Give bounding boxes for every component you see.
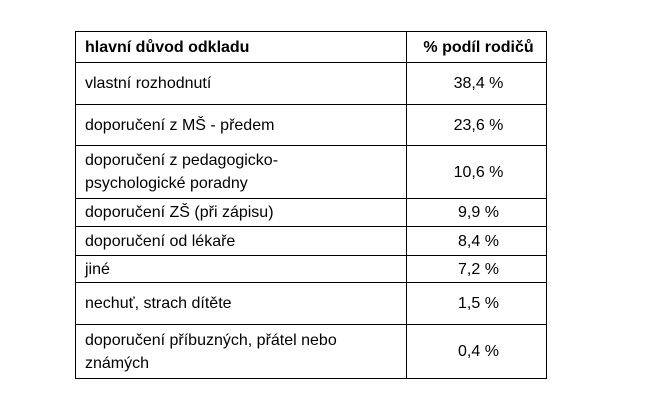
row-share: 9,9 %	[407, 199, 547, 227]
table-row	[76, 256, 547, 283]
row-share: 10,6 %	[407, 146, 547, 199]
header-share: % podíl rodičů	[407, 32, 547, 63]
row-share: 7,2 %	[407, 256, 547, 283]
row-reason: vlastní rozhodnutí	[76, 63, 407, 105]
row-reason: doporučení z MŠ - předem	[76, 105, 407, 146]
table-row	[76, 105, 547, 146]
table-row	[76, 227, 547, 256]
table-row	[76, 146, 547, 199]
row-reason: doporučení příbuzných, přátel nebo známých	[76, 325, 407, 379]
row-reason: jiné	[76, 256, 407, 283]
row-share: 38,4 %	[407, 63, 547, 105]
reasons-table	[75, 31, 547, 379]
table-header-row	[76, 32, 547, 63]
table-row	[76, 325, 547, 379]
table-row	[76, 283, 547, 325]
row-reason: doporučení z pedagogicko-psychologické poradny	[76, 146, 407, 199]
header-reason: hlavní důvod odkladu	[76, 32, 407, 63]
row-share: 23,6 %	[407, 105, 547, 146]
row-share: 8,4 %	[407, 227, 547, 256]
row-share: 1,5 %	[407, 283, 547, 325]
table-row	[76, 199, 547, 227]
row-reason: doporučení ZŠ (při zápisu)	[76, 199, 407, 227]
row-share: 0,4 %	[407, 325, 547, 379]
row-reason: nechuť, strach dítěte	[76, 283, 407, 325]
row-reason: doporučení od lékaře	[76, 227, 407, 256]
table-row	[76, 63, 547, 105]
